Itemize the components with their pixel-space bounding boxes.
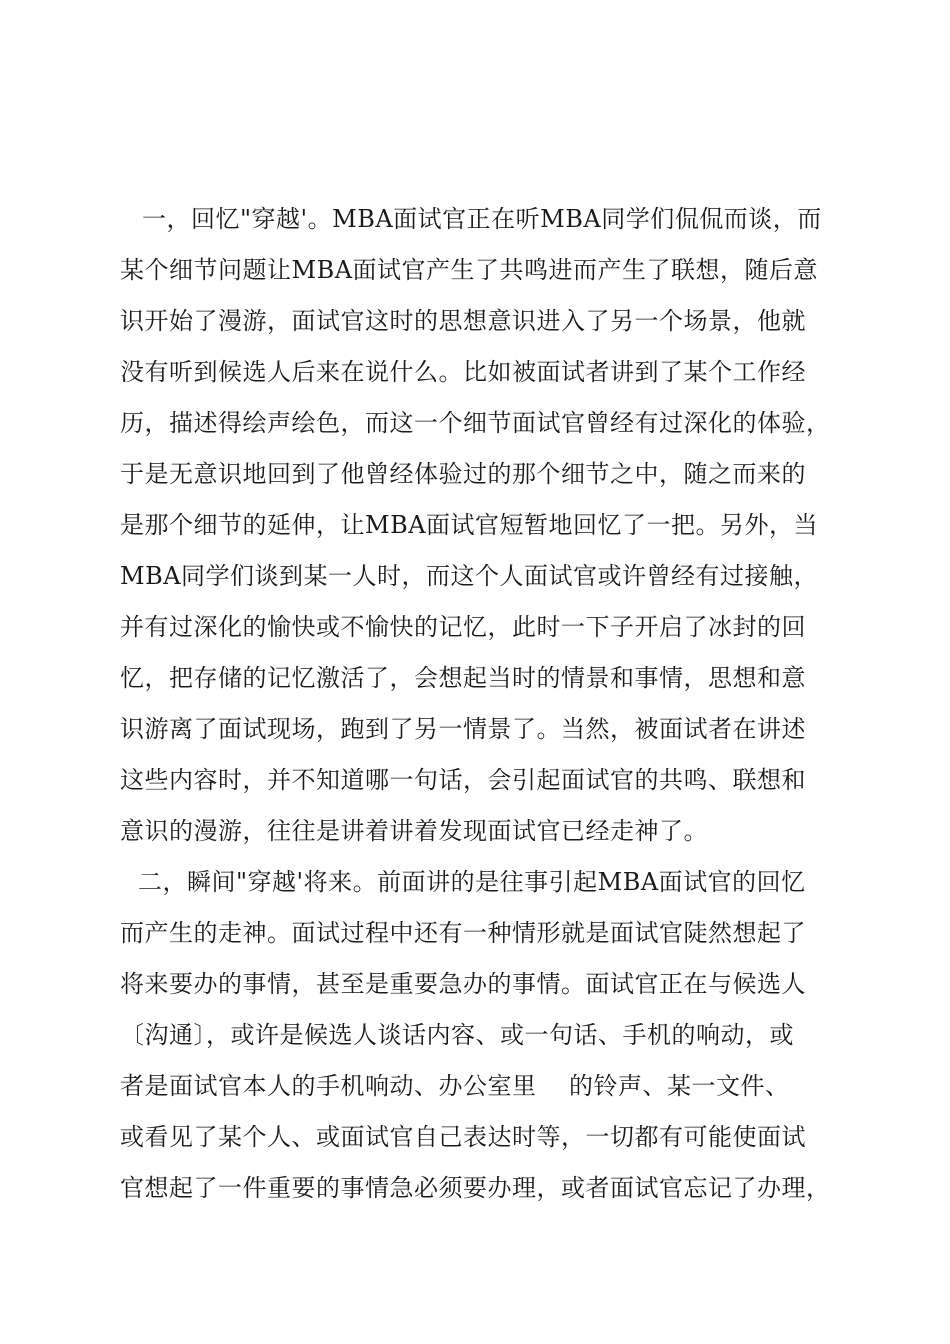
paragraph-1 — [120, 194, 860, 857]
text-line: 于是无意识地回到了他曾经体验过的那个细节之中，随之而来的 — [120, 460, 806, 488]
text-line: 识游离了面试现场，跑到了另一情景了。当然，被面试者在讲述 — [120, 715, 806, 743]
text-line: 官想起了一件重要的事情急必须要办理，或者面试官忘记了办理， — [120, 1174, 831, 1202]
text-line: 并有过深化的愉快或不愉快的记忆，此时一下子开启了冰封的回 — [120, 613, 806, 641]
text-line: 二，瞬间"穿越'将来。前面讲的是往事引起MBA面试官的回忆 — [138, 868, 806, 896]
text-line: 历，描述得绘声绘色，而这一个细节面试官曾经有过深化的体验， — [120, 409, 831, 437]
text-line: 一，回忆"穿越'。MBA面试官正在听MBA同学们侃侃而谈，而 — [142, 205, 822, 233]
text-line: 〔沟通〕，或许是候选人谈话内容、或一句话、手机的响动，或 — [120, 1021, 794, 1049]
text-line: 识开始了漫游，面试官这时的思想意识进入了另一个场景，他就 — [120, 307, 806, 335]
text-line: 将来要办的事情，甚至是重要急办的事情。面试官正在与候选人 — [120, 970, 806, 998]
text-line: 者是面试官本人的手机响动、办公室里 的铃声、某一文件、 — [120, 1072, 790, 1100]
text-line: 或看见了某个人、或面试官自己表达时等，一切都有可能使面试 — [120, 1123, 806, 1151]
body-text — [120, 194, 860, 1214]
text-line: 意识的漫游，往往是讲着讲着发现面试官已经走神了。 — [120, 817, 708, 845]
text-line: 某个细节问题让MBA面试官产生了共鸣进而产生了联想，随后意 — [120, 256, 819, 284]
text-line: 而产生的走神。面试过程中还有一种情形就是面试官陡然想起了 — [120, 919, 806, 947]
text-line: 没有听到候选人后来在说什么。比如被面试者讲到了某个工作经 — [120, 358, 806, 386]
text-line: 这些内容时，并不知道哪一句话，会引起面试官的共鸣、联想和 — [120, 766, 806, 794]
text-line: 是那个细节的延伸，让MBA面试官短暂地回忆了一把。另外，当 — [120, 511, 819, 539]
text-line: 忆，把存储的记忆激活了，会想起当时的情景和事情，思想和意 — [120, 664, 806, 692]
text-line: MBA同学们谈到某一人时，而这个人面试官或许曾经有过接触， — [120, 562, 819, 590]
paragraph-2 — [120, 857, 860, 1214]
